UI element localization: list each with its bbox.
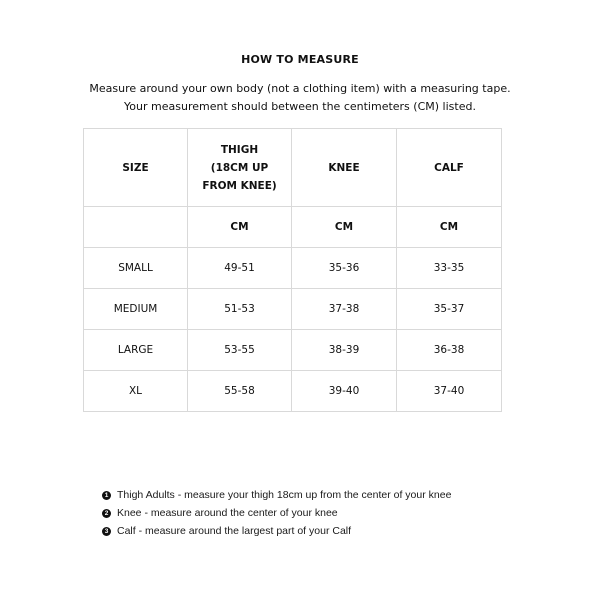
list-item xyxy=(102,522,451,540)
table-row xyxy=(84,289,502,330)
list-item xyxy=(102,486,451,504)
page-title: HOW TO MEASURE xyxy=(241,53,359,66)
header-thigh-line-2: (18CM UP xyxy=(210,161,269,174)
table-row xyxy=(84,371,502,412)
calf-cell: 36-38 xyxy=(397,330,502,371)
header-thigh xyxy=(188,129,292,207)
note-calf-text: Calf - measure around the largest part of your Calf xyxy=(117,525,352,537)
calf-cell: 33-35 xyxy=(397,248,502,289)
table-row xyxy=(84,248,502,289)
list-item xyxy=(102,504,451,522)
size-cell: MEDIUM xyxy=(84,289,188,330)
number-1-circle-icon: 1 xyxy=(102,491,111,500)
knee-cell: 38-39 xyxy=(292,330,397,371)
unit-knee: CM xyxy=(292,207,397,248)
table-row xyxy=(84,330,502,371)
table-header-row xyxy=(84,129,502,207)
size-chart-table xyxy=(83,128,502,412)
thigh-cell: 51-53 xyxy=(188,289,292,330)
size-cell: XL xyxy=(84,371,188,412)
knee-cell: 39-40 xyxy=(292,371,397,412)
calf-cell: 35-37 xyxy=(397,289,502,330)
table-units-row xyxy=(84,207,502,248)
thigh-cell: 55-58 xyxy=(188,371,292,412)
intro-line-2: Your measurement should between the centimeters (CM) listed. xyxy=(124,100,476,113)
number-3-circle-icon: 3 xyxy=(102,527,111,536)
thigh-cell: 53-55 xyxy=(188,330,292,371)
note-thigh-text: Thigh Adults - measure your thigh 18cm up from the center of your knee xyxy=(117,489,452,501)
intro-line-1: Measure around your own body (not a clothing item) with a measuring tape. xyxy=(89,82,511,95)
header-size: SIZE xyxy=(84,129,188,207)
calf-cell: 37-40 xyxy=(397,371,502,412)
unit-thigh: CM xyxy=(188,207,292,248)
unit-calf: CM xyxy=(397,207,502,248)
number-2-circle-icon: 2 xyxy=(102,509,111,518)
header-calf: CALF xyxy=(397,129,502,207)
thigh-cell: 49-51 xyxy=(188,248,292,289)
knee-cell: 37-38 xyxy=(292,289,397,330)
measuring-notes xyxy=(102,486,451,540)
header-thigh-line-1: THIGH xyxy=(220,143,259,156)
size-cell: SMALL xyxy=(84,248,188,289)
header-thigh-line-3: FROM KNEE) xyxy=(202,179,277,192)
size-cell: LARGE xyxy=(84,330,188,371)
units-empty-cell xyxy=(84,207,188,248)
note-knee-text: Knee - measure around the center of your knee xyxy=(117,507,338,519)
header-knee: KNEE xyxy=(292,129,397,207)
knee-cell: 35-36 xyxy=(292,248,397,289)
